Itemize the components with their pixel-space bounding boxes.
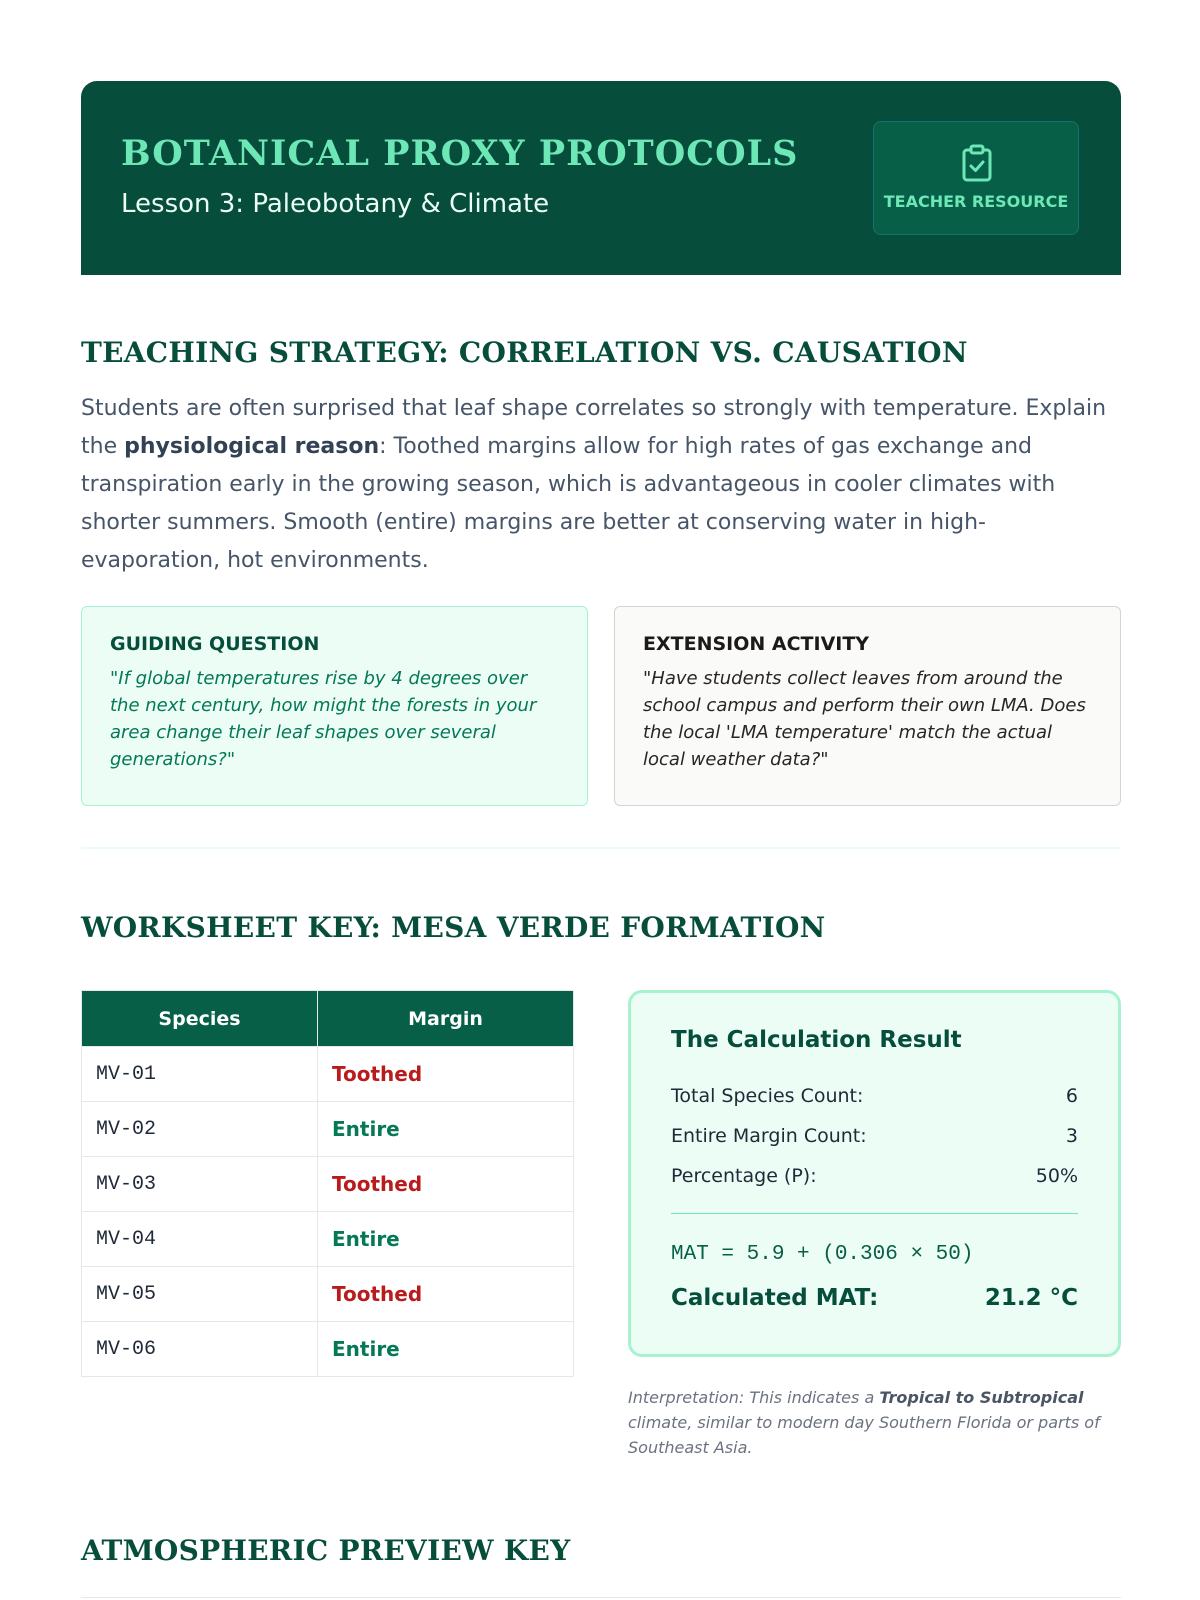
clipboard-check-icon — [961, 144, 993, 182]
total-species-label: Total Species Count: — [671, 1085, 864, 1107]
interpretation-note — [628, 1385, 1108, 1460]
species-cell: MV-04 — [82, 1212, 318, 1267]
table-header-row — [82, 991, 574, 1047]
extension-activity-title: EXTENSION ACTIVITY — [643, 633, 870, 655]
species-cell: MV-01 — [82, 1047, 318, 1102]
margin-cell: Entire — [318, 1102, 574, 1157]
worksheet-heading: WORKSHEET KEY: MESA VERDE FORMATION — [81, 911, 826, 944]
margin-cell: Toothed — [318, 1047, 574, 1102]
teacher-resource-badge — [873, 121, 1079, 235]
species-cell: MV-05 — [82, 1267, 318, 1322]
percentage-value: 50% — [1035, 1165, 1078, 1187]
table-row — [82, 1102, 574, 1157]
section-divider — [81, 847, 1121, 849]
calculated-mat-value: 21.2 °C — [984, 1285, 1078, 1311]
page-subtitle: Lesson 3: Paleobotany & Climate — [121, 189, 550, 219]
species-cell: MV-02 — [82, 1102, 318, 1157]
guiding-question-title: GUIDING QUESTION — [110, 633, 320, 655]
badge-label: TEACHER RESOURCE — [883, 192, 1069, 211]
species-cell: MV-03 — [82, 1157, 318, 1212]
table-row — [82, 1047, 574, 1102]
percentage-label: Percentage (P): — [671, 1165, 817, 1187]
calculation-result-card — [628, 990, 1121, 1357]
table-row — [82, 1212, 574, 1267]
strategy-heading: TEACHING STRATEGY: CORRELATION VS. CAUSATION — [81, 336, 968, 369]
calculated-mat-label: Calculated MAT: — [671, 1285, 879, 1311]
interpretation-start: Interpretation: This indicates a — [628, 1388, 880, 1407]
strategy-text-end: : Toothed margins allow for high rates of gas exchange and transpiration early in the growing season, which is advantageous in cooler climates with shorter summers. Smooth (entire) margins are better at conserving water in high-evaporation, hot environments. — [81, 434, 1056, 573]
table-row — [82, 1157, 574, 1212]
result-divider — [671, 1213, 1078, 1214]
extension-activity-box — [614, 606, 1121, 806]
table-row — [82, 1322, 574, 1377]
header-banner — [81, 81, 1121, 275]
margin-cell: Toothed — [318, 1157, 574, 1212]
bottom-rule — [81, 1597, 1121, 1598]
margin-cell: Entire — [318, 1322, 574, 1377]
margin-cell: Entire — [318, 1212, 574, 1267]
column-header-species: Species — [82, 991, 318, 1047]
entire-margin-row — [671, 1125, 1078, 1147]
table-row — [82, 1267, 574, 1322]
strategy-bold: physiological reason — [124, 434, 380, 459]
guiding-question-box — [81, 606, 588, 806]
species-table — [81, 990, 574, 1377]
column-header-margin: Margin — [318, 991, 574, 1047]
strategy-text-start: Students are often surprised that leaf shape correlates so strongly with temperature. Explain the — [81, 396, 1107, 459]
strategy-paragraph — [81, 390, 1121, 580]
entire-margin-label: Entire Margin Count: — [671, 1125, 867, 1147]
percentage-row — [671, 1165, 1078, 1187]
guiding-question-text: "If global temperatures rise by 4 degrees over the next century, how might the forests in your area change their leaf shapes over several generations?" — [110, 668, 537, 770]
preview-heading: ATMOSPHERIC PREVIEW KEY — [81, 1534, 571, 1567]
interpretation-bold: Tropical to Subtropical — [879, 1388, 1084, 1407]
margin-cell: Toothed — [318, 1267, 574, 1322]
calculated-mat-row — [671, 1285, 1078, 1311]
total-species-value: 6 — [1065, 1085, 1078, 1107]
total-species-row — [671, 1085, 1078, 1107]
mat-formula: MAT = 5.9 + (0.306 × 50) — [671, 1243, 974, 1266]
page-title: BOTANICAL PROXY PROTOCOLS — [121, 133, 799, 174]
species-cell: MV-06 — [82, 1322, 318, 1377]
extension-activity-text: "Have students collect leaves from around the school campus and perform their own LMA. Does the local 'LMA temperature' match the actual local weather data?" — [643, 668, 1086, 770]
interpretation-end: climate, similar to modern day Southern Florida or parts of Southeast Asia. — [628, 1413, 1100, 1457]
entire-margin-value: 3 — [1065, 1125, 1078, 1147]
result-title: The Calculation Result — [671, 1027, 962, 1053]
